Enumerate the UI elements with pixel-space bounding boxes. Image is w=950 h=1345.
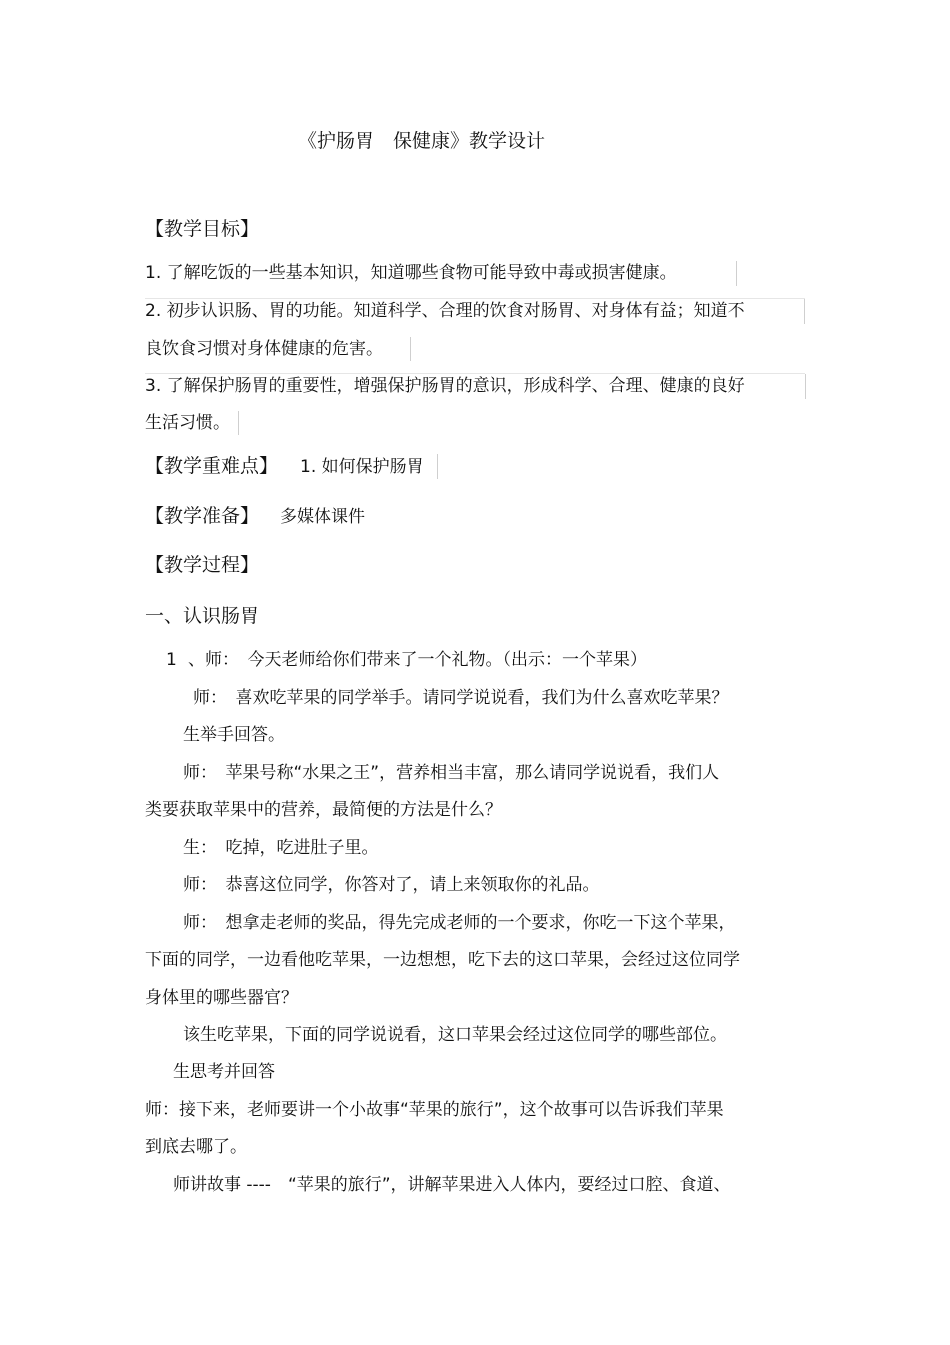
objective-item-2-line-2: 良饮食习惯对身体健康的危害。: [145, 339, 383, 359]
paragraph-line: 到底去哪了。: [145, 1137, 247, 1157]
objective-item-1: 1. 了解吃饭的一些基本知识，知道哪些食物可能导致中毒或损害健康。: [145, 263, 677, 283]
paragraph-line: 师： 苹果号称“水果之王”，营养相当丰富，那么请同学说说看，我们人: [183, 763, 720, 783]
key-points-text: 1. 如何保护肠胃: [300, 457, 424, 477]
paragraph-line: 师讲故事 ---- “苹果的旅行”，讲解苹果进入人体内，要经过口腔、食道、: [173, 1175, 731, 1195]
objective-item-3-line-2: 生活习惯。: [145, 413, 230, 433]
paragraph-line: 师：接下来，老师要讲一个小故事“苹果的旅行”，这个故事可以告诉我们苹果: [145, 1100, 724, 1120]
paragraph-line: 生： 吃掉，吃进肚子里。: [183, 838, 379, 858]
paragraph-line: 师： 喜欢吃苹果的同学举手。请同学说说看，我们为什么喜欢吃苹果？: [193, 688, 729, 708]
process-heading: 【教学过程】: [145, 554, 260, 576]
paragraph-line: 、师： 今天老师给你们带来了一个礼物。（出示：一个苹果）: [188, 650, 647, 670]
table-border: [410, 337, 411, 361]
table-border: [145, 298, 805, 299]
paragraph-line: 该生吃苹果，下面的同学说说看，这口苹果会经过这位同学的哪些部位。: [183, 1025, 727, 1045]
objective-item-2-line-1: 2. 初步认识肠、胃的功能。知道科学、合理的饮食对肠胃、对身体有益；知道不: [145, 301, 745, 321]
paragraph-line: 类要获取苹果中的营养，最简便的方法是什么？: [145, 800, 502, 820]
table-border: [145, 373, 805, 374]
objectives-heading: 【教学目标】: [145, 218, 260, 240]
paragraph-line: 师： 想拿走老师的奖品，得先完成老师的一个要求，你吃一下这个苹果，: [183, 913, 736, 933]
step-number: 1: [166, 650, 177, 670]
table-border: [437, 454, 438, 479]
key-points-heading: 【教学重难点】: [145, 455, 279, 477]
table-border: [805, 374, 806, 399]
preparation-heading: 【教学准备】: [145, 505, 260, 527]
section-heading: 一、认识肠胃: [145, 605, 260, 627]
paragraph-line: 身体里的哪些器官？: [145, 988, 298, 1008]
paragraph-line: 生思考并回答: [173, 1062, 275, 1082]
paragraph-line: 下面的同学，一边看他吃苹果，一边想想，吃下去的这口苹果，会经过这位同学: [145, 950, 740, 970]
preparation-text: 多媒体课件: [280, 507, 365, 527]
paragraph-line: 师： 恭喜这位同学，你答对了，请上来领取你的礼品。: [183, 875, 600, 895]
objective-item-3-line-1: 3. 了解保护肠胃的重要性，增强保护肠胃的意识，形成科学、合理、健康的良好: [145, 376, 745, 396]
table-border: [238, 411, 239, 435]
table-border: [804, 299, 805, 324]
paragraph-line: 生举手回答。: [183, 725, 285, 745]
document-title: 《护肠胃 保健康》教学设计: [298, 130, 546, 152]
table-border: [736, 261, 737, 286]
